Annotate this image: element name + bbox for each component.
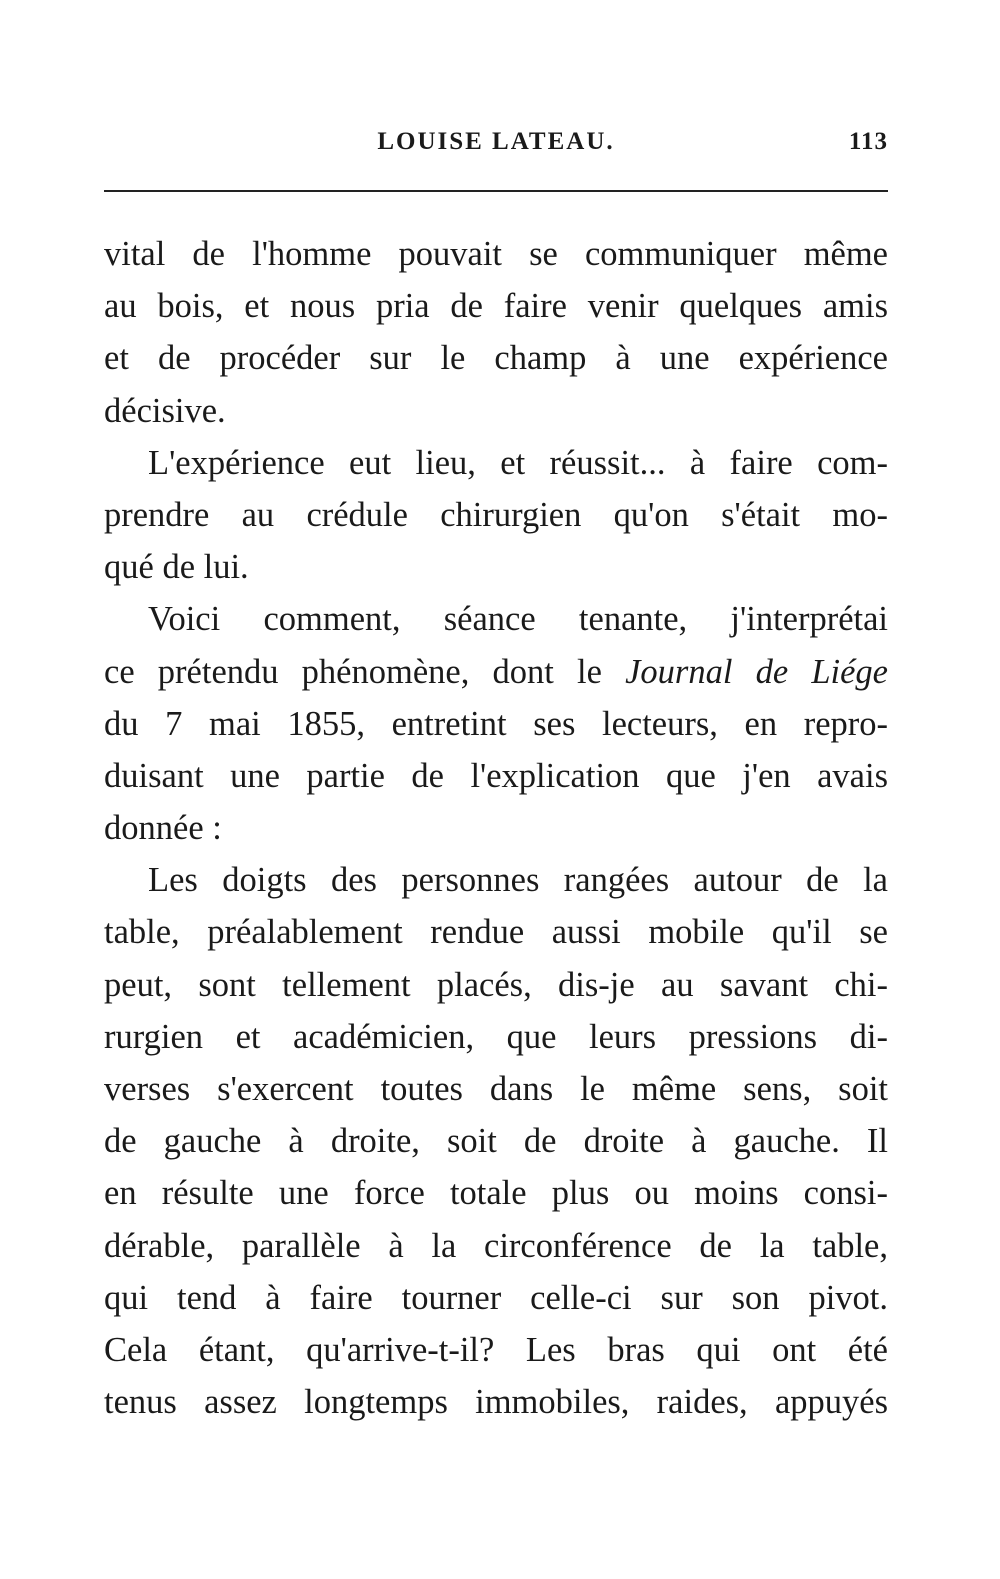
text-fragment: ce prétendu phénomène, dont le	[104, 652, 626, 691]
text-line: Cela étant, qu'arrive-t-il? Les bras qui ont été	[104, 1330, 888, 1369]
text-line: du 7 mai 1855, entretint ses lecteurs, en repro-	[104, 704, 888, 743]
text-line: vital de l'homme pouvait se communiquer même	[104, 235, 888, 273]
page-number: 113	[848, 128, 888, 155]
text-line: en résulte une force totale plus ou moins consi-	[104, 1174, 888, 1213]
header-rule	[104, 190, 888, 192]
text-line: Les doigts des personnes rangées autour de la	[148, 861, 888, 900]
body-text	[104, 228, 888, 1428]
text-line: Voici comment, séance tenante, j'interprétai	[148, 600, 888, 639]
text-line: dérable, parallèle à la circonférence de la table,	[104, 1226, 888, 1265]
text-line: verses s'exercent toutes dans le même sens, soit	[104, 1070, 888, 1108]
text-line: donnée :	[104, 809, 222, 848]
text-line: duisant une partie de l'explication que j'en avais	[104, 756, 888, 795]
text-line	[104, 646, 888, 698]
text-line: prendre au crédule chirurgien qu'on s'était mo-	[104, 495, 888, 534]
text-line: au bois, et nous pria de faire venir quelques amis	[104, 287, 888, 326]
text-line: de gauche à droite, soit de droite à gauche. Il	[104, 1122, 888, 1161]
text-line: table, préalablement rendue aussi mobile qu'il se	[104, 913, 888, 952]
text-line: qué de lui.	[104, 548, 249, 587]
text-line: décisive.	[104, 391, 226, 430]
text-line: peut, sont tellement placés, dis-je au savant chi-	[104, 965, 888, 1004]
running-title: LOUISE LATEAU.	[377, 128, 615, 155]
running-header	[104, 128, 888, 168]
text-line: tenus assez longtemps immobiles, raides, appuyés	[104, 1383, 888, 1422]
text-line: et de procéder sur le champ à une expérience	[104, 339, 888, 378]
text-line: L'expérience eut lieu, et réussit... à faire com-	[148, 443, 888, 482]
text-line: qui tend à faire tourner celle-ci sur son pivot.	[104, 1278, 888, 1317]
text-line: rurgien et académicien, que leurs pressions di-	[104, 1017, 888, 1056]
journal-title: Journal de Liége	[625, 652, 888, 691]
